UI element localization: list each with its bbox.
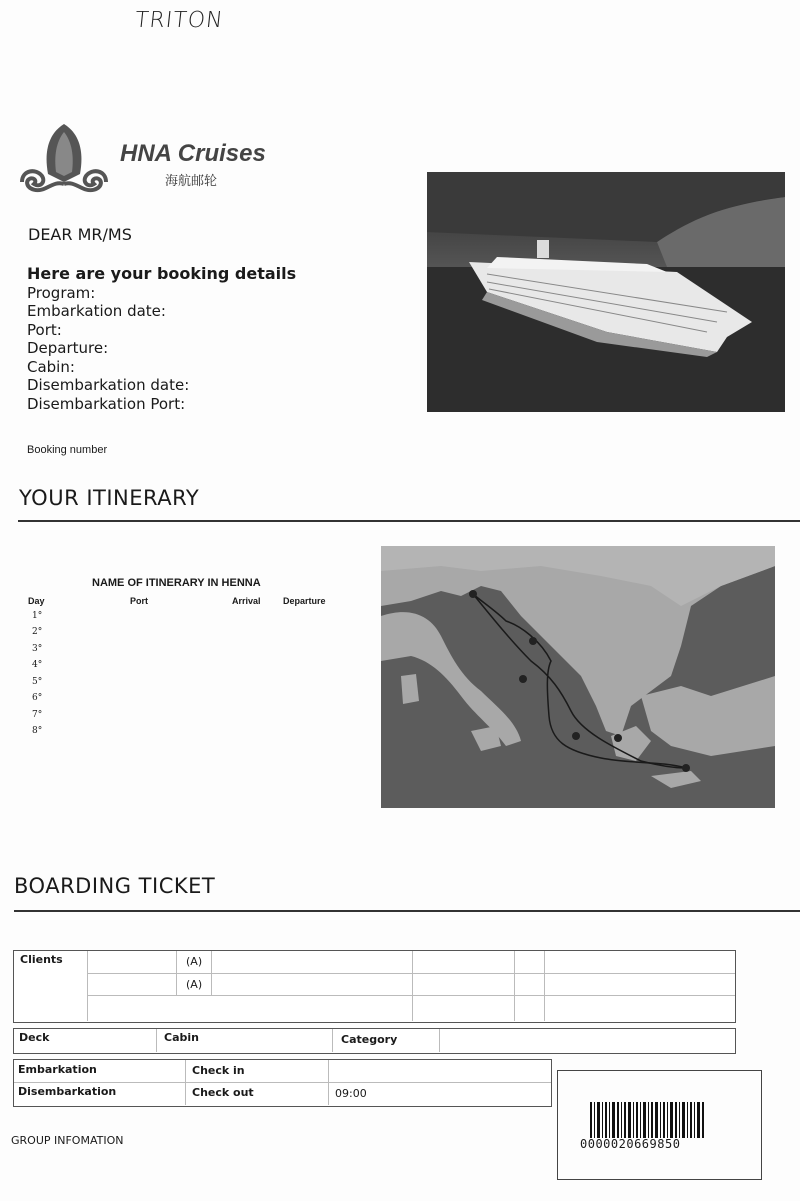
col-arrival: Arrival <box>232 596 261 606</box>
embarkation-label: Embarkation <box>18 1063 97 1076</box>
itinerary-day: 1° <box>32 611 43 621</box>
itinerary-day: 5° <box>32 677 43 687</box>
disembarkation-label: Disembarkation <box>18 1085 117 1098</box>
route-map <box>381 546 775 808</box>
itinerary-divider <box>18 520 800 522</box>
field-port: Port: <box>27 320 62 339</box>
itinerary-day: 7° <box>32 710 43 720</box>
field-disembarkation-date: Disembarkation date: <box>27 376 190 394</box>
brand-name: HNA Cruises <box>120 140 266 167</box>
deck-label: Deck <box>19 1031 50 1044</box>
col-day: Day <box>28 596 45 606</box>
category-label: Category <box>341 1033 398 1046</box>
booking-number-label: Booking number <box>27 444 108 456</box>
itinerary-day: 2° <box>32 627 43 637</box>
group-information-label: GROUP INFOMATION <box>11 1134 124 1147</box>
boarding-section-title: BOARDING TICKET <box>14 874 216 898</box>
field-departure: Departure: <box>27 339 109 357</box>
itinerary-day: 6° <box>32 693 43 703</box>
clients-table <box>13 950 736 1023</box>
itinerary-table-title: NAME OF ITINERARY IN HENNA <box>92 577 261 589</box>
brand-chinese-name: 海航邮轮 <box>165 173 218 188</box>
boarding-divider <box>14 910 800 912</box>
check-out-time: 09:00 <box>335 1087 367 1100</box>
barcode-number: 0000020669850 <box>580 1137 681 1151</box>
hna-logo-icon <box>18 122 110 197</box>
field-embarkation-date: Embarkation date: <box>27 302 166 320</box>
booking-details <box>27 265 296 413</box>
embarkation-table <box>13 1059 552 1107</box>
client-row: (A) <box>186 955 203 968</box>
check-in-label: Check in <box>192 1064 245 1077</box>
col-port: Port <box>130 596 148 606</box>
client-row: (A) <box>186 978 203 991</box>
barcode-icon <box>590 1102 704 1138</box>
itinerary-day: 8° <box>32 726 43 736</box>
check-out-label: Check out <box>192 1086 254 1099</box>
cruise-ship-photo <box>427 172 785 412</box>
handwritten-note: TRITON <box>133 8 225 33</box>
itinerary-day: 4° <box>32 660 43 670</box>
field-cabin: Cabin: <box>27 357 75 376</box>
col-departure: Departure <box>283 596 326 606</box>
greeting: DEAR MR/MS <box>28 225 132 244</box>
clients-label: Clients <box>20 953 63 966</box>
booking-details-heading: Here are your booking details <box>27 264 297 283</box>
itinerary-section-title: YOUR ITINERARY <box>19 486 200 510</box>
field-disembarkation-port: Disembarkation Port: <box>27 394 186 413</box>
itinerary-day: 3° <box>32 644 43 654</box>
deck-cabin-category-row <box>13 1028 736 1054</box>
cabin-label: Cabin <box>164 1031 199 1044</box>
field-program: Program: <box>27 283 96 302</box>
